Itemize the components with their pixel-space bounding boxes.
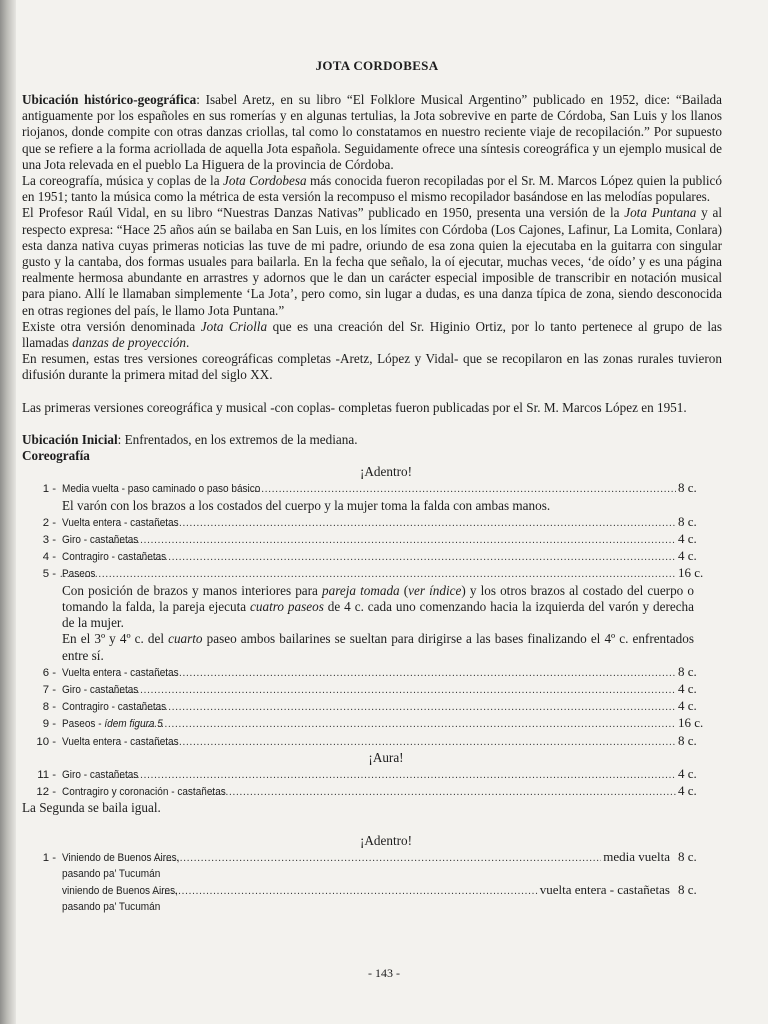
copla-line: pasando pa’ Tucumán: [62, 901, 161, 914]
copla-line: pasando pa’ Tucumán: [62, 867, 161, 880]
figure-row: [22, 480, 722, 497]
figure-number: 3 -: [42, 534, 56, 547]
figure-row: [22, 514, 722, 531]
figure-name: Vuelta entera - castañetas: [62, 516, 179, 529]
figure-name: Contragiro - castañetas: [62, 551, 167, 564]
paragraph-lopez: La coreografía, música y coplas de la Jota Cordobesa más conocida fueron recopiladas por el Sr. M. Marcos López quien la publicó en 1951; tanto la música como la métrica de esta versión la recompuso el mismo recopilador basándose en las melodías populares.: [22, 173, 723, 205]
figure-number: 2 -: [42, 516, 56, 529]
figure-name: Media vuelta - paso caminado o paso básico: [62, 483, 261, 496]
figure-note: El varón con los brazos a los costados del cuerpo y la mujer toma la falda con ambas manos.: [62, 497, 551, 513]
figure-row: [22, 531, 722, 548]
figure-group-c: [22, 664, 722, 750]
dot-leader: [109, 683, 676, 697]
initial-position: Ubicación Inicial: Enfrentados, en los extremos de la mediana.: [22, 431, 358, 447]
figure-row: [22, 565, 722, 582]
figure-list: [22, 766, 722, 800]
figure-duration: 4 c.: [678, 680, 697, 696]
paragraph-resumen: En resumen, estas tres versiones coreográficas completas -Aretz, López y Vidal- que se recopilaron en las zonas rurales tuvieron difusión durante la primera mitad del siglo XX.: [22, 351, 722, 383]
book-page: [22, 58, 722, 916]
figure-number: 4 -: [42, 551, 56, 564]
figure-duration: 8 c.: [678, 663, 697, 679]
segunda-note: La Segunda se baila igual.: [22, 800, 161, 816]
section-heading-aura: ¡Aura!: [368, 749, 404, 765]
figure-note: Con posición de brazos y manos interiores para pareja tomada (ver índice) y los otros brazos al costado del cuerpo o tomando la falda, la pareja ejecuta cuatro paseos de 4 c. cada uno comenzando hacia la izquierda del varón y derecha de la mujer.: [62, 582, 694, 631]
figure-group-b: [22, 514, 722, 583]
figure-duration: 8 c.: [678, 480, 697, 496]
copla-row: viniendo de Buenos Aires, ..... vuelta entera - castañetas 8 c.: [22, 882, 722, 899]
figure-row: [22, 733, 722, 750]
figure-number: 11 -: [37, 768, 56, 781]
figure-list: [22, 480, 722, 749]
dot-leader: [140, 700, 676, 714]
figure-name: Contragiro y coronación - castañetas: [62, 786, 226, 799]
dot-leader: [140, 550, 676, 564]
figure-row: [22, 664, 722, 681]
page-title: JOTA CORDOBESA: [315, 58, 439, 73]
figure-duration: 16 c.: [678, 715, 704, 731]
coplas-list: [22, 849, 722, 916]
figure-row: [22, 783, 722, 800]
figure-duration: 4 c.: [678, 531, 697, 547]
dot-leader: [247, 482, 676, 496]
dot-leader: [109, 768, 676, 782]
figure-number: 5 -: [42, 568, 56, 581]
figure-number: 10 -: [36, 735, 56, 748]
page-number: - 143 -: [368, 966, 400, 980]
figure-group-d: [22, 766, 722, 800]
figure-name: Giro - castañetas: [62, 768, 139, 781]
figure-name: Giro - castañetas: [62, 534, 139, 547]
figure-duration: 4 c.: [678, 548, 697, 564]
figure-name: Vuelta entera - castañetas: [62, 666, 179, 679]
figure-row: [22, 766, 722, 783]
figure-duration: 8 c.: [678, 513, 697, 529]
figure-row: [22, 715, 722, 732]
copla-row: 1 - Viniendo de Buenos Aires, ..... media vuelta 8 c.: [22, 849, 722, 866]
figure-duration: 4 c.: [678, 765, 697, 781]
historical-section: [22, 92, 722, 464]
figure-row: [22, 548, 722, 565]
figure-row: [22, 698, 722, 715]
figure-number: 6 -: [42, 666, 56, 679]
dot-leader: [137, 717, 676, 731]
figure-name: Paseos: [62, 568, 96, 581]
figure-number: 7 -: [42, 683, 56, 696]
figure-duration: 8 c.: [678, 732, 697, 748]
figure-duration: 4 c.: [678, 698, 697, 714]
figure-group-a: [22, 480, 722, 497]
section-label-historico: Ubicación histórico-geográfica: [22, 92, 197, 107]
figure-number: 12 -: [36, 786, 56, 799]
figure-note: En el 3º y 4º c. del cuarto paseo ambos bailarines se sueltan para dirigirse a las bases finalizando el 4º c. enfrentados entre sí.: [62, 631, 694, 663]
dot-leader: [109, 533, 676, 547]
figure-duration: 16 c.: [678, 565, 704, 581]
choreography-label: Coreografía: [22, 448, 90, 464]
book-gutter-shadow: [0, 0, 16, 1024]
figure-number: 9 -: [42, 718, 56, 731]
dot-leader: [154, 884, 538, 898]
figure-name: Giro - castañetas: [62, 683, 139, 696]
figure-duration: 4 c.: [678, 783, 697, 799]
figure-number: 8 -: [42, 701, 56, 714]
dot-leader: [155, 516, 676, 530]
paragraph-vidal: El Profesor Raúl Vidal, en su libro “Nuestras Danzas Nativas” publicado en 1950, presenta una versión de la Jota Puntana y al respecto expresa: “Hace 25 años aún se bailaba en San Luis, en los límites con Córdoba (Los Cajones, Lafinur, La Lomita, Conlara) esta danza nativa cuyas primeras noticias las tuve de mi padre, oriundo de esa zona quien la ejecutaba en la guitarra con singular gusto y la cantaba, dos formas usuales para bailarla. En la fecha que señalo, la oí ejecutar, muchas veces, ‘de oído’ y es una página realmente hermosa abundante en arrastres y adornos que le dan un carácter especial imposible de transcribir en notación musical para piano. Allí le llamaban simplemente ‘La Jota’, pero como, sin lugar a dudas, es una danza típica de zona, siendo desconocida en otras regiones del país, le llamo Jota Puntana.”: [22, 205, 722, 318]
dot-leader: [60, 567, 676, 581]
paragraph-publicacion: Las primeras versiones coreográfica y musical -con coplas- completas fueron publicadas por el Sr. M. Marcos López en 1951.: [22, 399, 687, 415]
section-heading-adentro-coplas: ¡Adentro!: [360, 832, 412, 848]
paragraph-aretz: Ubicación histórico-geográfica: Isabel Aretz, en su libro “El Folklore Musical Argentino” publicado en 1952, dice: “Bailada antiguamente por los españoles en sus romerías y en algunas tertulias, la Jota sobrevive en parte de Córdoba, San Luis y los llanos riojanos, donde compite con otras danzas criollas, tal como lo constatamos en nuestro reciente viaje de recopilación.” Por supuesto que se refiere a la forma acriollada de aquella Jota española. Seguidamente ofrece una síntesis coreográfica y un ejemplo musical de una Jota relevada en el pueblo La Higuera de la provincia de Córdoba.: [22, 92, 722, 172]
figure-number: 1 -: [42, 483, 56, 496]
figure-name: Contragiro - castañetas: [62, 701, 167, 714]
figure-row: [22, 681, 722, 698]
section-heading-adentro: ¡Adentro!: [360, 464, 412, 480]
dot-leader: [208, 785, 676, 799]
paragraph-ortiz: Existe otra versión denominada Jota Criolla que es una creación del Sr. Higinio Ortiz, por lo tanto pertenece al grupo de las llamadas danzas de proyección.: [22, 318, 723, 351]
dot-leader: [155, 851, 601, 865]
figure-name: Vuelta entera - castañetas: [62, 735, 179, 748]
figure-name: Paseos - ídem figura 5: [62, 718, 163, 731]
dot-leader: [155, 666, 676, 680]
dot-leader: [155, 735, 676, 749]
